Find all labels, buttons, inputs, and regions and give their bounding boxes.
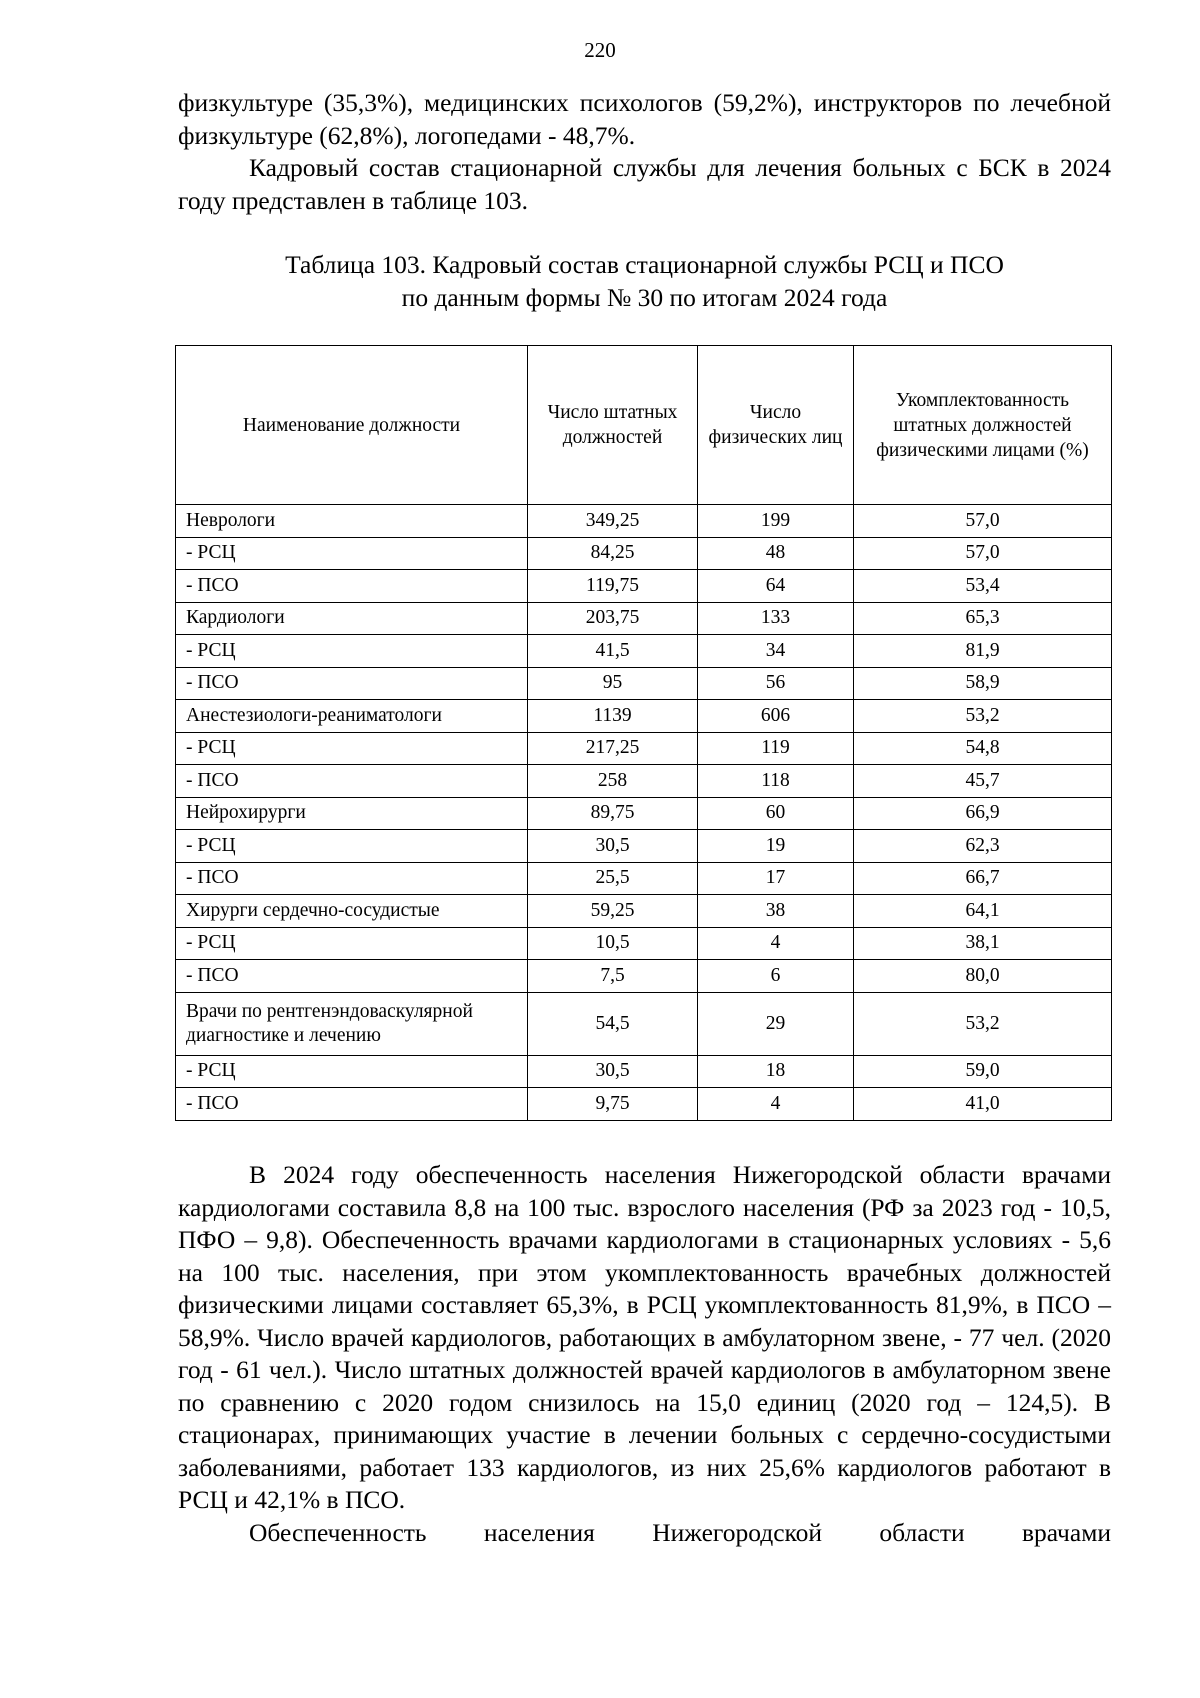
cell-staff-positions: 10,5 (528, 927, 698, 960)
cell-position: Нейрохирурги (176, 797, 528, 830)
cell-staffing-rate: 66,7 (854, 862, 1112, 895)
cell-staff-positions: 349,25 (528, 505, 698, 538)
cell-physical-persons: 18 (698, 1055, 854, 1088)
table-row (176, 1088, 1112, 1121)
header-staffing-rate: Укомплектованность штатных должностей физическими лицами (%) (854, 346, 1112, 505)
cell-staffing-rate: 54,8 (854, 732, 1112, 765)
cell-physical-persons: 60 (698, 797, 854, 830)
cell-staffing-rate: 53,2 (854, 700, 1112, 733)
cell-staff-positions: 84,25 (528, 537, 698, 570)
page-number: 220 (584, 38, 616, 62)
body-paragraph-1: В 2024 году обеспеченность населения Нижегородской области врачами кардиологами составила 8,8 на 100 тыс. взрослого населения (РФ за 2023 год - 10,5, ПФО – 9,8). Обеспеченность врачами кардиологами в стационарных условиях - 5,6 на 100 тыс. населения, при этом укомплектованность врачебных должностей физическими лицами составляет 65,3%, в РСЦ укомплектованность 81,9%, в ПСО – 58,9%. Число врачей кардиологов, работающих в амбулаторном звене, - 77 чел. (2020 год - 61 чел.). Число штатных должностей врачей кардиологов в амбулаторном звене по сравнению с 2020 годом снизилось на 15,0 единиц (2020 год – 124,5). В стационарах, принимающих участие в лечении больных с сердечно-сосудистыми заболеваниями, работает 133 кардиологов, из них 25,6% кардиологов работают в РСЦ и 42,1% в ПСО. (178, 1160, 1111, 1514)
table-caption-line-1: Таблица 103. Кадровый состав стационарной службы РСЦ и ПСО (285, 250, 1004, 279)
cell-physical-persons: 4 (698, 1088, 854, 1121)
body-paragraph-2: Обеспеченность населения Нижегородской области врачами (249, 1517, 1111, 1547)
cell-staff-positions: 30,5 (528, 830, 698, 863)
cell-physical-persons: 48 (698, 537, 854, 570)
cell-position: - РСЦ (176, 830, 528, 863)
table-header-row (176, 346, 1112, 505)
cell-staffing-rate: 62,3 (854, 830, 1112, 863)
table-row (176, 992, 1112, 1055)
table-row (176, 765, 1112, 798)
cell-staff-positions: 89,75 (528, 797, 698, 830)
intro-paragraph-2: Кадровый состав стационарной службы для лечения больных с БСК в 2024 году представлен в таблице 103. (178, 153, 1111, 215)
cell-staffing-rate: 64,1 (854, 895, 1112, 928)
table-caption (178, 249, 1111, 314)
cell-physical-persons: 19 (698, 830, 854, 863)
table-row (176, 700, 1112, 733)
header-position-name: Наименование должности (176, 346, 528, 505)
cell-position: - ПСО (176, 1088, 528, 1121)
cell-physical-persons: 64 (698, 570, 854, 603)
table-row (176, 570, 1112, 603)
cell-physical-persons: 17 (698, 862, 854, 895)
cell-position: - РСЦ (176, 635, 528, 668)
table-row (176, 635, 1112, 668)
cell-position: Кардиологи (176, 602, 528, 635)
cell-staff-positions: 9,75 (528, 1088, 698, 1121)
cell-staff-positions: 217,25 (528, 732, 698, 765)
cell-position: Неврологи (176, 505, 528, 538)
cell-position: - ПСО (176, 765, 528, 798)
header-staff-positions: Число штатных должностей (528, 346, 698, 505)
cell-position: - РСЦ (176, 537, 528, 570)
intro-text (178, 87, 1111, 217)
cell-physical-persons: 118 (698, 765, 854, 798)
cell-position: - ПСО (176, 960, 528, 993)
cell-physical-persons: 4 (698, 927, 854, 960)
cell-physical-persons: 6 (698, 960, 854, 993)
cell-staff-positions: 7,5 (528, 960, 698, 993)
cell-staff-positions: 30,5 (528, 1055, 698, 1088)
cell-physical-persons: 133 (698, 602, 854, 635)
cell-position: - ПСО (176, 862, 528, 895)
cell-position: - ПСО (176, 570, 528, 603)
cell-staffing-rate: 65,3 (854, 602, 1112, 635)
cell-position: - РСЦ (176, 1055, 528, 1088)
cell-staffing-rate: 53,2 (854, 992, 1112, 1055)
cell-physical-persons: 119 (698, 732, 854, 765)
cell-position: - ПСО (176, 667, 528, 700)
table-caption-line-2: по данным формы № 30 по итогам 2024 года (401, 282, 888, 312)
cell-staff-positions: 1139 (528, 700, 698, 733)
table-row (176, 1055, 1112, 1088)
table-row (176, 830, 1112, 863)
body-text (178, 1159, 1111, 1549)
cell-physical-persons: 34 (698, 635, 854, 668)
cell-position: - РСЦ (176, 927, 528, 960)
table-row (176, 505, 1112, 538)
cell-staff-positions: 95 (528, 667, 698, 700)
cell-position: Врачи по рентгенэндоваскулярной диагностике и лечению (176, 992, 528, 1055)
cell-position: Анестезиологи-реаниматологи (176, 700, 528, 733)
table-row (176, 960, 1112, 993)
table-row (176, 667, 1112, 700)
cell-staff-positions: 203,75 (528, 602, 698, 635)
cell-position: Хирурги сердечно-сосудистые (176, 895, 528, 928)
cell-staffing-rate: 41,0 (854, 1088, 1112, 1121)
table-row (176, 862, 1112, 895)
table-row (176, 537, 1112, 570)
cell-staffing-rate: 80,0 (854, 960, 1112, 993)
cell-physical-persons: 56 (698, 667, 854, 700)
cell-staffing-rate: 57,0 (854, 505, 1112, 538)
table-row (176, 602, 1112, 635)
table-row (176, 927, 1112, 960)
table-row (176, 895, 1112, 928)
staff-table (175, 345, 1112, 1121)
cell-staff-positions: 54,5 (528, 992, 698, 1055)
cell-staff-positions: 25,5 (528, 862, 698, 895)
cell-physical-persons: 199 (698, 505, 854, 538)
header-physical-persons: Число физических лиц (698, 346, 854, 505)
cell-staff-positions: 41,5 (528, 635, 698, 668)
cell-staffing-rate: 58,9 (854, 667, 1112, 700)
cell-physical-persons: 29 (698, 992, 854, 1055)
cell-staff-positions: 59,25 (528, 895, 698, 928)
cell-physical-persons: 38 (698, 895, 854, 928)
cell-staffing-rate: 38,1 (854, 927, 1112, 960)
cell-staffing-rate: 81,9 (854, 635, 1112, 668)
cell-staffing-rate: 57,0 (854, 537, 1112, 570)
cell-staffing-rate: 53,4 (854, 570, 1112, 603)
cell-staffing-rate: 66,9 (854, 797, 1112, 830)
table-row (176, 732, 1112, 765)
cell-staffing-rate: 45,7 (854, 765, 1112, 798)
table-row (176, 797, 1112, 830)
intro-paragraph-1: физкультуре (35,3%), медицинских психологов (59,2%), инструкторов по лечебной физкультуре (62,8%), логопедами - 48,7%. (178, 88, 1111, 150)
cell-staff-positions: 258 (528, 765, 698, 798)
cell-physical-persons: 606 (698, 700, 854, 733)
cell-staff-positions: 119,75 (528, 570, 698, 603)
cell-position: - РСЦ (176, 732, 528, 765)
cell-staffing-rate: 59,0 (854, 1055, 1112, 1088)
